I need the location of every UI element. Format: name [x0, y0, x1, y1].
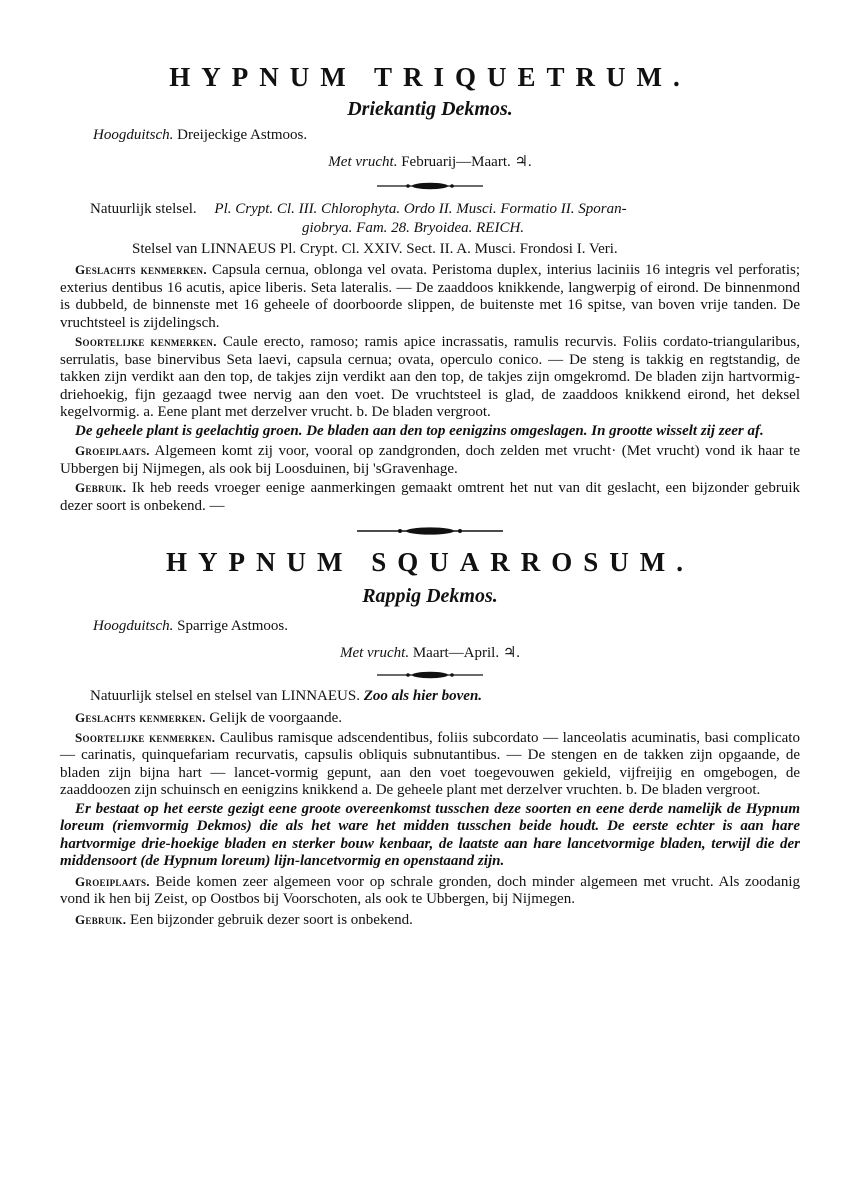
habitat-text: Beide komen zeer algemeen voor op schrale gronden, doch minder algemeen met vrucht. Als zoodanig vond ik hen bij Zeist, op Oostbos bij Voorschoten, als ook te Ubbergen, bij Nijmegen.: [60, 873, 800, 907]
species-label: Soortelijke kenmerken.: [75, 729, 216, 745]
ornament-divider: [375, 180, 485, 192]
section1-subtitle: Driekantig Dekmos.: [347, 98, 513, 120]
german-label: Hoogduitsch.: [93, 618, 174, 634]
fruit-text: Februarij—Maart. ♃.: [401, 154, 532, 170]
section2-note: Er bestaat op het eerste gezigt eene groote overeenkomst tusschen deze soorten en eene derde namelijk de Hypnum loreum (riemvormig Dekmos) die als het ware het midden tusschen beide houdt. De eerste echter is aan hare hartvormige drie-hoekige bladen en sterker bouw kenbaar, de laatste aan hare lancetvormige bladen, terwijl die der middensoort (de Hypnum loreum) lijn-lancetvormig en openstaand zijn.: [60, 800, 800, 869]
section1-natural-line1: [90, 200, 800, 219]
natural-label: Natuurlijk stelsel en stelsel van LINNAEUS.: [90, 688, 360, 704]
section1-note: De geheele plant is geelachtig groen. De bladen aan den top eenigzins omgeslagen. In grootte wisselt zij zeer af.: [75, 422, 764, 439]
section1-title: HYPNUM TRIQUETRUM.: [169, 62, 691, 92]
species-text: Caulibus ramisque adscendentibus, foliis subcordato — lanceolatis acuminatis, basi complicato — carinatis, quinquefariam recurvatis, capsulis obliquis subnutantibus. — De stengen en de takken zijn opgaande, de bladen zijn bijna hart — lancet-vormig gepunt, aan den voet toegevouwen gekield, vijfreijig en omgebogen, de zaaddoozen zijn schuinsch en eenigzins knikkend a. De geheele plant met derzelver vruchten. b. De bladen vergroot.: [60, 729, 800, 798]
section1-german-line: [93, 126, 800, 145]
section2-habitat: [60, 873, 800, 909]
section2-subtitle: Rappig Dekmos.: [362, 585, 498, 607]
use-text: Ik heb reeds vroeger eenige aanmerkingen gemaakt omtrent het nut van dit geslacht, een bijzonder gebruik dezer soort is onbekend. —: [60, 480, 800, 514]
habitat-label: Groeiplaats.: [75, 443, 150, 458]
fruit-label: Met vrucht.: [328, 154, 398, 170]
section2-fruit-line: [60, 644, 800, 663]
document-page: [60, 60, 800, 929]
use-label: Gebruik.: [75, 480, 127, 495]
genus-label: Geslachts kenmerken.: [75, 262, 207, 277]
genus-text: Capsula cernua, oblonga vel ovata. Peristoma duplex, interius laciniis 16 integris vel perforatis; exterius dentibus 16 acutis, apice liberis. Seta lateralis. — De zaaddoos knikkende, langwerpig of eirond. De binnenmond is dubbeld, de binnenste met 16 geheele of doorboorde slippen, de buitenste met 16 spitse, van boven vrije tanden. De vruchtsteel is zijdelingsch.: [60, 262, 801, 331]
section1-use: [60, 479, 800, 515]
section1-genus: [60, 261, 800, 332]
ornament-divider: [355, 525, 505, 537]
section2-genus: [60, 709, 800, 728]
section2-german-line: [93, 617, 800, 636]
genus-text: Gelijk de voorgaande.: [209, 710, 342, 726]
fruit-label: Met vrucht.: [339, 645, 410, 661]
fruit-text: Maart—April. ♃.: [412, 645, 521, 661]
section2-species: [60, 729, 800, 800]
genus-label: Geslachts kenmerken.: [75, 710, 206, 725]
section2-title: HYPNUM SQUARROSUM.: [166, 547, 694, 577]
section1-fruit-line: [60, 153, 800, 172]
linnaeus-line: Stelsel van LINNAEUS Pl. Crypt. Cl. XXIV. Sect. II. A. Musci. Frondosi I. Veri.: [132, 241, 618, 257]
use-label: Gebruik.: [75, 911, 127, 927]
habitat-label: Groeiplaats.: [75, 873, 150, 889]
german-name: Sparrige Astmoos.: [177, 618, 289, 634]
natural-text: Zoo als hier boven.: [363, 688, 483, 704]
natural-text-1: Pl. Crypt. Cl. III. Chlorophyta. Ordo II. Musci. Formatio II. Sporan-: [214, 201, 627, 217]
german-name: Dreijeckige Astmoos.: [177, 127, 308, 143]
ornament-divider: [375, 669, 485, 681]
section1-natural-line2: [302, 219, 800, 238]
section2-use: [60, 911, 800, 930]
section2-natural-line: [90, 687, 800, 706]
species-text: Caule erecto, ramoso; ramis apice incrassatis, ramulis recurvis. Foliis cordato-triangularibus, serrulatis, base binervibus Seta laevi, capsula cernua; ovata, operculo conico. — De steng is takkig en regtstandig, de takken zijn verdikt aan den top, de takjes zijn verdikt aan den top, de takjes zijn omgekromd. De bladen zijn hartvormig-driehoekig, fijn gezaagd twee nervig aan den voet. De vruchtsteel is glad, de zaaddoos knikkend eirond, het deksel kegelvormig. a. Eene plant met derzelver vrucht. b. De bladen vergroot.: [60, 334, 801, 420]
use-text: Een bijzonder gebruik dezer soort is onbekend.: [130, 911, 413, 928]
habitat-text: Algemeen komt zij voor, vooral op zandgronden, doch zelden met vrucht· (Met vrucht) vond ik haar te Ubbergen bij Nijmegen, als ook bij Loosduinen, bij 'sGravenhage.: [60, 443, 800, 477]
natural-label: Natuurlijk stelsel.: [90, 201, 197, 217]
natural-text-2: giobrya. Fam. 28. Bryoidea. REICH.: [302, 220, 525, 236]
species-label: Soortelijke kenmerken.: [75, 334, 217, 349]
german-label: Hoogduitsch.: [93, 127, 174, 143]
section1-species: [60, 333, 800, 422]
section1-linnaeus-line: [132, 240, 800, 259]
section1-habitat: [60, 442, 800, 478]
